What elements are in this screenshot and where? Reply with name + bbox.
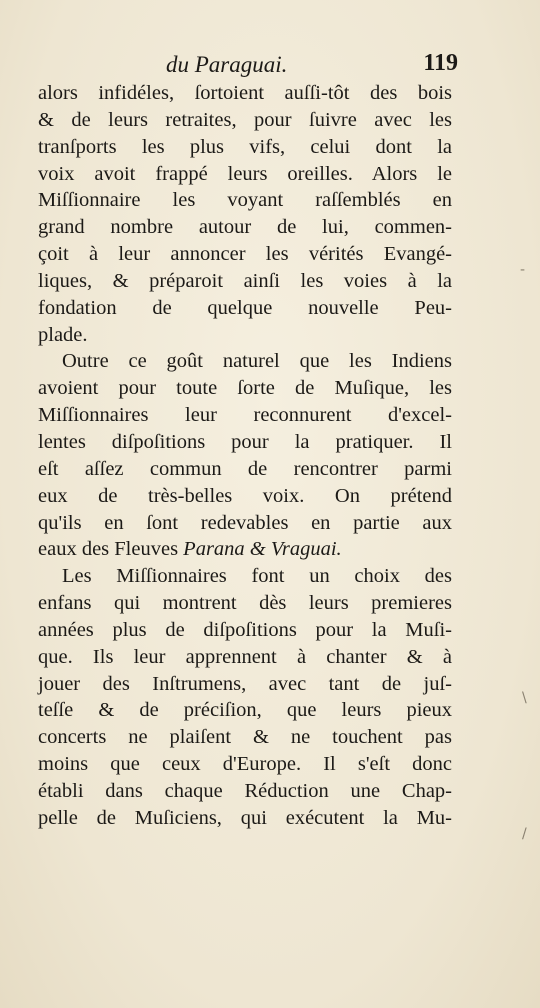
body-text <box>38 80 452 832</box>
text-line: lentes diſpoſitions pour la pratiquer. Il <box>38 430 452 453</box>
text-line: années plus de diſpoſitions pour la Muſi- <box>38 618 452 641</box>
text-line: fondation de quelque nouvelle Peu- <box>38 296 452 319</box>
text-line: concerts ne plaiſent & ne touchent pas <box>38 726 452 749</box>
text-line: jouer des Inſtrumens, avec tant de juſ- <box>38 672 452 695</box>
text-line: Miſſionnaires leur reconnurent d'excel- <box>38 404 452 427</box>
rivers-italic: Parana & Vraguai. <box>183 538 342 561</box>
text-line: eux de très-belles voix. On prétend <box>38 484 452 507</box>
text-line-lead: eaux des Fleuves <box>38 538 184 561</box>
text-line: établi dans chaque Réduction une Chap- <box>38 779 452 802</box>
paragraph-start-line: Outre ce goût naturel que les Indiens <box>62 350 452 373</box>
text-line: qu'ils en ſont redevables en partie aux <box>38 511 452 534</box>
page-number: 119 <box>423 50 458 76</box>
text-line: que. Ils leur apprennent à chanter & à <box>38 645 452 668</box>
text-line <box>38 536 452 563</box>
text-line: çoit à leur annoncer les vérités Evangé- <box>38 243 452 266</box>
text-line: Miſſionnaire les voyant raſſemblés en <box>38 189 452 212</box>
text-line: grand nombre autour de lui, commen- <box>38 216 452 239</box>
page-header <box>38 48 458 82</box>
text-line: tranſports les plus vifs, celui dont la <box>38 135 452 158</box>
text-line: moins que ceux d'Europe. Il s'eſt donc <box>38 753 452 776</box>
text-line: voix avoit frappé leurs oreilles. Alors le <box>38 162 452 185</box>
text-line: liques, & préparoit ainſi les voies à la <box>38 269 452 292</box>
margin-speck: - <box>520 262 526 278</box>
text-line: pelle de Muſiciens, qui exécutent la Mu- <box>38 806 452 829</box>
text-line: enfans qui montrent dès leurs premieres <box>38 592 452 615</box>
running-title: du Paraguai. <box>166 52 288 77</box>
text-line: avoient pour toute ſorte de Muſique, les <box>38 377 452 400</box>
margin-speck: / <box>522 826 527 842</box>
text-line: & de leurs retraites, pour ſuivre avec les <box>38 108 452 131</box>
text-line: teſſe & de préciſion, que leurs pieux <box>38 699 452 722</box>
text-line: plade. <box>38 323 88 346</box>
text-line: alors infidéles, ſortoient auſſi-tôt des bois <box>38 82 452 104</box>
paragraph-start-line: Les Miſſionnaires font un choix des <box>62 565 452 588</box>
margin-speck: \ <box>522 690 527 706</box>
text-line: eſt aſſez commun de rencontrer parmi <box>38 457 452 480</box>
